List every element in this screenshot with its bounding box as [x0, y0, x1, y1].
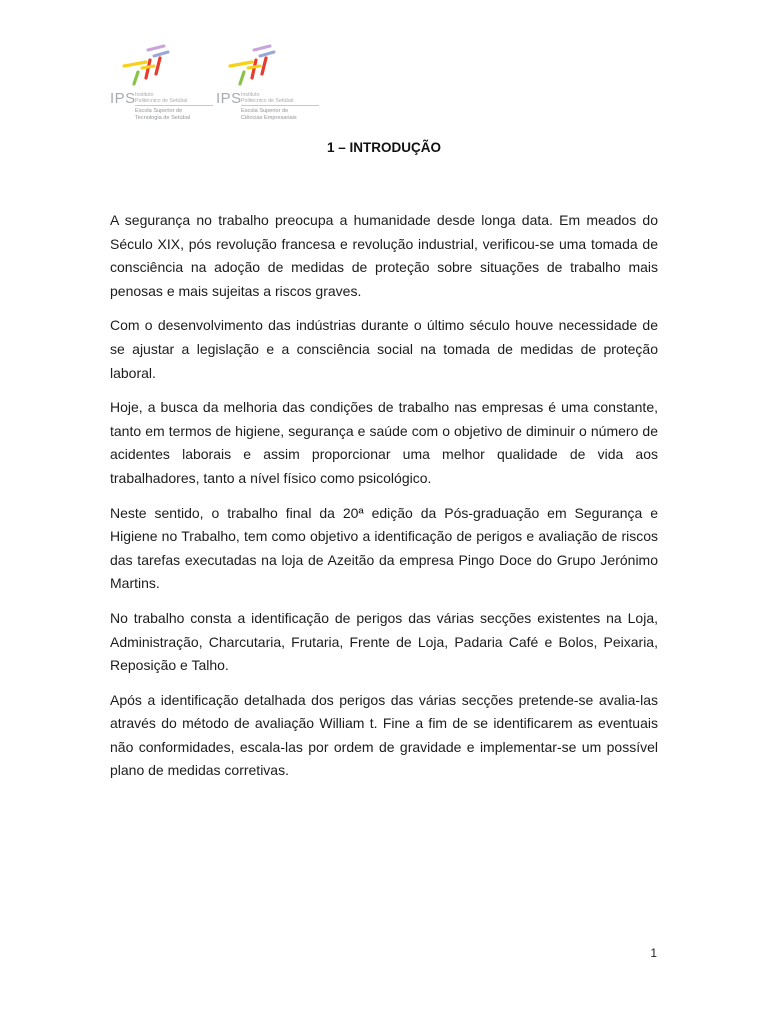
logo-school: Escola Superior de Tecnologia de Setúbal: [135, 108, 191, 121]
body-text: [110, 209, 658, 794]
paragraph: Com o desenvolvimento das indústrias durante o último século houve necessidade de se ajustar a legislação e a consciência social na tomada de medidas de proteção laboral.: [110, 317, 658, 381]
ips-mark-icon: [120, 44, 172, 90]
page-number: 1: [650, 946, 657, 960]
logo-divider: [241, 105, 319, 106]
paragraph: Neste sentido, o trabalho final da 20ª edição da Pós-graduação em Segurança e Higiene no Trabalho, tem como objetivo a identificação de perigos e avaliação de riscos das tarefas executadas na loja de Azeitão da empresa Pingo Doce do Grupo Jerónimo Martins.: [110, 504, 658, 592]
logo-school: Escola Superior de Ciências Empresariais: [241, 108, 297, 121]
logo-abbr: IPS: [216, 90, 242, 107]
paragraph: No trabalho consta a identificação de perigos das várias secções existentes na Loja, Administração, Charcutaria, Frutaria, Frente de Loja, Padaria Café e Bolos, Peixaria, Reposição e Talho.: [110, 609, 658, 674]
logo-divider: [135, 105, 213, 106]
paragraph: Após a identificação detalhada dos perigos das várias secções pretende-se avalia-las através do método de avaliação William t. Fine a fim de se identificarem as eventuais não conformidades, escala-las por ordem de gravidade e implementar-se um possível plano de medidas corretivas.: [110, 691, 658, 779]
logo-institute: Instituto Politécnico de Setúbal: [241, 92, 294, 104]
ips-mark-icon: [226, 44, 278, 90]
logo-abbr: IPS: [110, 90, 136, 107]
logo-institute: Instituto Politécnico de Setúbal: [135, 92, 188, 104]
header-logos: [110, 44, 350, 136]
paragraph: Hoje, a busca da melhoria das condições de trabalho nas empresas é uma constante, tanto em termos de higiene, segurança e saúde com o objetivo de diminuir o número de acidentes laborais e assim proporcionar uma melhor qualidade de vida aos trabalhadores, tanto a nível físico como psicológico.: [110, 399, 658, 486]
ips-esce-logo: [216, 44, 326, 136]
paragraph: A segurança no trabalho preocupa a humanidade desde longa data. Em meados do Século XIX, pós revolução francesa e revolução industrial, verificou-se uma tomada de consciência na adoção de medidas de proteção sobre situações de trabalho mais penosas e mais sujeitas a riscos graves.: [110, 212, 658, 299]
section-title: 1 – INTRODUÇÃO: [326, 140, 441, 155]
ips-estsetubal-logo: [110, 44, 220, 136]
